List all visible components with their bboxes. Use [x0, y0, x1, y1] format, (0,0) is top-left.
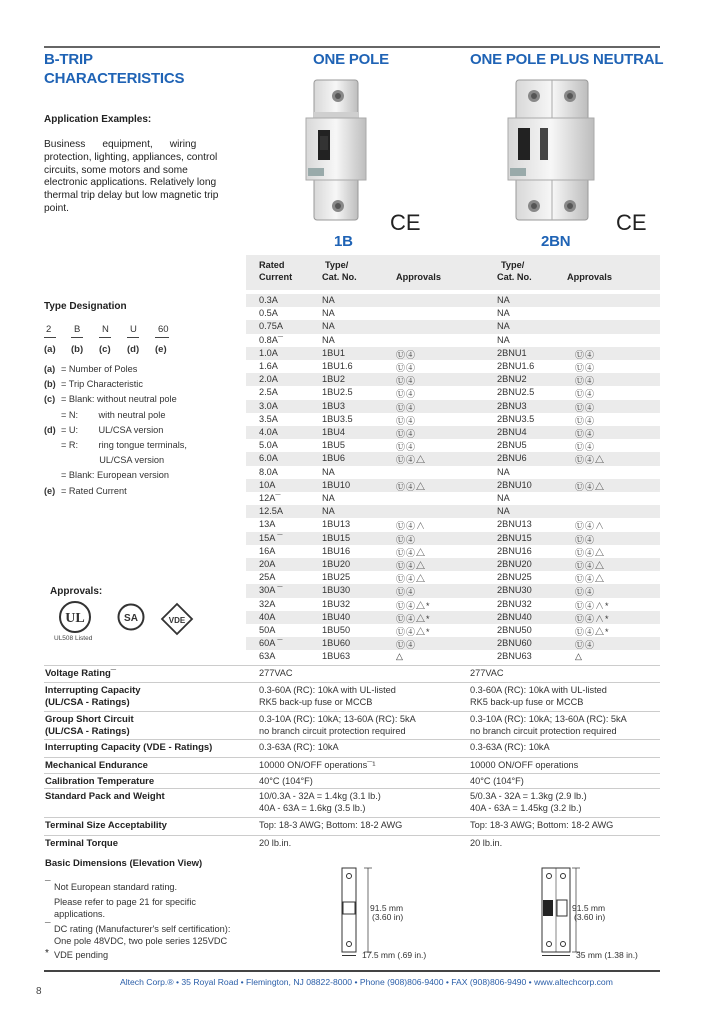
cat-no-2bn: 2BNU50: [497, 625, 532, 635]
legend-text: = U: UL/CSA version: [61, 424, 164, 435]
approvals-1b: Ⓤ④: [396, 534, 417, 545]
spec-value-2bn: 277VAC: [470, 668, 504, 678]
approvals-2bn: Ⓤ④: [575, 640, 596, 651]
rated-current: 1.0A: [259, 347, 278, 358]
table-row: [246, 598, 660, 611]
application-line: protection, lighting, appliances, control: [44, 151, 218, 163]
table-row: [246, 518, 660, 531]
rated-current: 8.0A: [259, 466, 278, 477]
footnote-marker-2: ¯: [45, 922, 51, 933]
cat-no-2bn: 2BNU30: [497, 585, 532, 596]
cat-no-2bn: 2BNU6: [497, 453, 527, 464]
top-rule: [44, 46, 660, 48]
ul-logo-icon: [58, 600, 92, 634]
spec-value-2bn: 0.3-10A (RC): 10kA; 13-60A (RC): 5kA: [470, 714, 627, 724]
one-pole-plus-neutral-heading: ONE POLE PLUS NEUTRAL: [470, 51, 664, 68]
cat-no-1b: NA: [322, 295, 335, 305]
csa-logo-text: SA: [124, 613, 138, 624]
cat-no-1b: NA: [322, 321, 335, 332]
ul-logo-text: UL: [65, 611, 85, 626]
approvals-2bn: Ⓤ④∧: [575, 521, 606, 532]
spec-value-2bn: 40°C (104°F): [470, 776, 524, 786]
spec-label: Terminal Torque: [45, 838, 119, 849]
footnote-line: Not European standard rating.: [54, 882, 178, 892]
approvals-2bn: Ⓤ④: [575, 402, 596, 413]
cat-no-2bn: 2BNU2.5: [497, 387, 535, 398]
approvals-2bn: Ⓤ④: [575, 442, 596, 453]
cat-no-1b: 1BU13: [322, 519, 351, 530]
approvals-1b: Ⓤ④△: [396, 481, 427, 492]
table-row: [246, 439, 660, 452]
approvals-1b: △: [396, 651, 404, 662]
rated-current: 63A: [259, 651, 276, 662]
spec-value-2bn: no branch circuit protection required: [470, 726, 617, 736]
cat-no-1b: 1BU32: [322, 598, 351, 609]
legend-text: UL/CSA version: [61, 455, 165, 466]
cat-no-2bn: 2BNU13: [497, 519, 532, 530]
rated-current: 15A ¯: [259, 532, 283, 543]
col2-approvals: Approvals: [567, 272, 612, 282]
spec-value-2bn: RK5 back-up fuse or MCCB: [470, 697, 584, 707]
spec-label: Interrupting Capacity (VDE - Ratings): [45, 742, 213, 753]
spec-value-1b: RK5 back-up fuse or MCCB: [259, 697, 373, 707]
approvals-1b: Ⓤ④: [396, 363, 417, 373]
approvals-1b: Ⓤ④△: [396, 455, 427, 466]
approvals-2bn: Ⓤ④∧*: [575, 600, 610, 611]
rated-current: 2.5A: [259, 387, 278, 398]
breaker-2bn-image: [500, 76, 600, 226]
ce-mark-1b: CE: [390, 210, 421, 235]
rated-current: 0.3A: [259, 295, 278, 305]
one-pole-heading: ONE POLE: [313, 51, 389, 68]
approvals-2bn: Ⓤ④△: [575, 481, 606, 492]
approvals-2bn: Ⓤ④△: [575, 547, 606, 558]
cat-no-2bn: NA: [497, 308, 510, 319]
rated-current: 0.5A: [259, 308, 278, 319]
cat-no-2bn: 2BNU1: [497, 347, 527, 358]
spec-label: Mechanical Endurance: [45, 760, 148, 771]
rated-current: 4.0A: [259, 427, 278, 437]
bottom-rule: [44, 970, 660, 972]
spec-value-1b: no branch circuit protection required: [259, 726, 406, 736]
table-row: [246, 400, 660, 413]
csa-logo-icon: [117, 603, 145, 631]
approvals-2bn: △: [575, 651, 583, 662]
approvals-2bn: Ⓤ④∧*: [575, 613, 610, 624]
spec-value-2bn: 5/0.3A - 32A = 1.3kg (2.9 lb.): [470, 791, 587, 801]
approvals-2bn: Ⓤ④△*: [575, 627, 610, 637]
approvals-1b: Ⓤ④∧: [396, 521, 427, 532]
col-rated-2: Current: [259, 272, 293, 282]
legend-text: = Trip Characteristic: [61, 379, 143, 390]
cat-no-2bn: 2BNU16: [497, 545, 532, 556]
spec-label: Group Short Circuit: [45, 714, 134, 725]
model-2bn-label: 2BN: [541, 233, 571, 250]
approvals-2bn: Ⓤ④: [575, 389, 596, 400]
cat-no-1b: 1BU16: [322, 545, 351, 556]
legend-text: = Blank: European version: [61, 470, 170, 481]
table-row: [246, 505, 660, 518]
cat-no-2bn: 2BNU25: [497, 572, 532, 583]
td-underline: [99, 337, 111, 338]
spec-divider: [44, 788, 660, 789]
ul-caption: UL508 Listed: [54, 635, 93, 642]
cat-no-1b: 1BU3.5: [322, 413, 353, 424]
table-row: [246, 637, 660, 650]
td-code-c: N: [102, 324, 109, 335]
table-row: [246, 558, 660, 571]
cat-no-2bn: 2BNU63: [497, 651, 532, 662]
application-line: circuits, some motors and some: [44, 164, 188, 176]
td-label-d: (d): [127, 344, 140, 355]
dim-height-2: 91.5 mm: [572, 903, 606, 913]
legend-key: (a): [44, 364, 56, 374]
approvals-1b: Ⓤ④: [396, 640, 417, 651]
applications-title: Application Examples:: [44, 114, 152, 125]
table-row: [246, 611, 660, 624]
spec-label: Interrupting Capacity: [45, 685, 141, 696]
spec-divider: [44, 835, 660, 836]
col2-type-1: Type/: [501, 260, 525, 270]
rated-current: 10A: [259, 479, 276, 490]
approvals-1b: Ⓤ④: [396, 376, 417, 387]
approvals-1b: Ⓤ④: [396, 429, 417, 439]
rated-current: 30A ¯: [259, 585, 283, 596]
legend-key: (e): [44, 485, 56, 496]
td-code-e: 60: [158, 324, 169, 335]
vde-logo-text: VDE: [168, 616, 186, 625]
spec-label: Standard Pack and Weight: [45, 791, 165, 802]
col2-type-2: Cat. No.: [497, 272, 532, 282]
cat-no-2bn: 2BNU2: [497, 374, 527, 385]
cat-no-1b: 1BU50: [322, 625, 351, 635]
table-row: [246, 584, 660, 597]
application-line: Business equipment, wiring: [44, 139, 197, 150]
table-row: [246, 571, 660, 584]
approvals-2bn: Ⓤ④: [575, 349, 596, 360]
legend-key: (c): [44, 394, 56, 405]
cat-no-1b: 1BU1: [322, 347, 345, 358]
spec-value-1b: Top: 18-3 AWG; Bottom: 18-2 AWG: [259, 820, 403, 830]
cat-no-2bn: 2BNU15: [497, 532, 532, 543]
approvals-2bn: Ⓤ④: [575, 429, 596, 439]
cat-no-2bn: 2BNU1.6: [497, 361, 535, 371]
spec-value-1b: 20 lb.in.: [259, 838, 292, 848]
cat-no-2bn: NA: [497, 493, 510, 503]
dim-height-1: 91.5 mm: [370, 903, 404, 913]
table-row: [246, 386, 660, 399]
vde-logo-icon: [160, 602, 194, 636]
spec-value-2bn: 0.3-63A (RC): 10kA: [470, 742, 550, 752]
cat-no-1b: 1BU10: [322, 479, 351, 490]
rated-current: 40A: [259, 611, 276, 622]
approvals-2bn: Ⓤ④△: [575, 455, 606, 466]
table-row: [246, 360, 660, 373]
table-row: [246, 624, 660, 637]
spec-value-1b: 0.3-63A (RC): 10kA: [259, 742, 339, 752]
cat-no-2bn: 2BNU4: [497, 427, 527, 437]
application-line: point.: [44, 202, 69, 214]
cat-no-1b: NA: [322, 308, 335, 319]
td-label-c: (c): [99, 344, 111, 355]
spec-divider: [44, 682, 660, 683]
cat-no-1b: 1BU2.5: [322, 387, 353, 398]
spec-value-2bn: 20 lb.in.: [470, 838, 503, 848]
table-row: [246, 452, 660, 465]
cat-no-2bn: 2BNU32: [497, 598, 532, 609]
cat-no-1b: 1BU15: [322, 532, 351, 543]
table-row: [246, 492, 660, 505]
cat-no-1b: 1BU6: [322, 453, 345, 464]
rated-current: 25A: [259, 572, 276, 583]
cat-no-1b: 1BU60: [322, 638, 351, 649]
dimensions-title: Basic Dimensions (Elevation View): [45, 858, 203, 869]
cat-no-1b: 1BU25: [322, 572, 351, 583]
td-underline: [155, 337, 169, 338]
approvals-1b: Ⓤ④△: [396, 547, 427, 558]
cat-no-2bn: NA: [497, 321, 510, 332]
cat-no-2bn: NA: [497, 295, 510, 305]
table-row: [246, 650, 660, 663]
cat-no-2bn: 2BNU10: [497, 479, 532, 490]
cat-no-1b: 1BU20: [322, 559, 351, 569]
legend-text: = Blank: without neutral pole: [61, 394, 177, 405]
spec-label: Voltage Rating¯: [45, 668, 117, 679]
rated-current: 20A: [259, 559, 276, 569]
cat-no-1b: 1BU2: [322, 374, 345, 385]
spec-value-2bn: 10000 ON/OFF operations: [470, 760, 579, 770]
approvals-2bn: Ⓤ④△: [575, 561, 606, 571]
spec-value-1b: 10000 ON/OFF operations¯¹: [259, 760, 376, 770]
approvals-1b: Ⓤ④△: [396, 574, 427, 585]
application-line: electronic applications. Relatively long: [44, 177, 217, 189]
cat-no-2bn: 2BNU3: [497, 400, 527, 411]
rated-current: 60A ¯: [259, 638, 283, 649]
spec-value-1b: 10/0.3A - 32A = 1.4kg (3.1 lb.): [259, 791, 381, 801]
applications-text: [44, 139, 234, 216]
table-row: [246, 334, 660, 347]
col-type-1: Type/: [325, 260, 349, 270]
footnote-line: DC rating (Manufacturer's self certification):: [54, 924, 231, 934]
cat-no-1b: NA: [322, 506, 335, 517]
approvals-2bn: Ⓤ④: [575, 587, 596, 598]
rated-current: 12A¯: [259, 493, 281, 503]
type-designation-title: Type Designation: [44, 301, 127, 312]
approvals-1b: Ⓤ④△*: [396, 627, 431, 637]
footnote-line: Please refer to page 21 for specific: [54, 897, 196, 907]
legend-text: = R: ring tongue terminals,: [61, 440, 187, 450]
rated-current: 0.75A: [259, 321, 284, 332]
title-line2: CHARACTERISTICS: [44, 70, 185, 87]
spec-label: Terminal Size Acceptability: [45, 820, 167, 831]
legend-text: = Number of Poles: [61, 364, 138, 374]
approvals-2bn: Ⓤ④: [575, 376, 596, 387]
application-line: thermal trip delay but low magnetic trip: [44, 190, 219, 202]
table-row: [246, 307, 660, 320]
footnote-line: VDE pending: [54, 950, 109, 960]
cat-no-1b: NA: [322, 466, 335, 477]
rated-current: 12.5A: [259, 506, 284, 517]
approvals-1b: Ⓤ④△: [396, 561, 427, 571]
cat-no-2bn: NA: [497, 506, 510, 517]
spec-value-1b: 277VAC: [259, 668, 293, 678]
footnote-line: One pole 48VDC, two pole series 125VDC: [54, 936, 228, 946]
td-underline: [71, 337, 83, 338]
cat-no-1b: 1BU3: [322, 400, 345, 411]
spec-label: (UL/CSA - Ratings): [45, 697, 130, 708]
spec-divider: [44, 739, 660, 740]
rated-current: 1.6A: [259, 361, 278, 371]
approvals-1b: Ⓤ④: [396, 349, 417, 360]
approvals-2bn: Ⓤ④: [575, 534, 596, 545]
rated-current: 5.0A: [259, 440, 278, 451]
cat-no-2bn: NA: [497, 466, 510, 477]
cat-no-2bn: 2BNU3.5: [497, 413, 535, 424]
table-row: [246, 413, 660, 426]
cat-no-2bn: 2BNU20: [497, 559, 532, 569]
approvals-1b: Ⓤ④△*: [396, 613, 431, 624]
td-code-b: B: [74, 324, 81, 335]
spec-value-2bn: 40A - 63A = 1.45kg (3.2 lb.): [470, 803, 582, 813]
td-underline: [127, 337, 139, 338]
footer-company: Altech Corp.® • 35 Royal Road • Flemington, NJ 08822-8000 • Phone (908)806-9400 • FAX (908)806-9490 • www.altechcorp.com: [120, 977, 613, 987]
breaker-1b-image: [294, 76, 378, 226]
cat-no-1b: 1BU1.6: [322, 361, 353, 371]
rated-current: 32A: [259, 598, 276, 609]
cat-no-1b: 1BU30: [322, 585, 351, 596]
rated-current: 13A: [259, 519, 276, 530]
rated-current: 50A: [259, 625, 276, 635]
rated-current: 3.5A: [259, 413, 278, 424]
legend-key: (b): [44, 379, 56, 390]
cat-no-2bn: 2BNU40: [497, 611, 532, 622]
legend-text: = Rated Current: [61, 485, 127, 496]
spec-value-1b: 0.3-10A (RC): 10kA; 13-60A (RC): 5kA: [259, 714, 416, 724]
table-row: [246, 532, 660, 545]
spec-divider: [44, 711, 660, 712]
spec-label: (UL/CSA - Ratings): [45, 726, 130, 737]
approvals-2bn: Ⓤ④: [575, 363, 596, 373]
col-approvals: Approvals: [396, 272, 441, 282]
col-type-2: Cat. No.: [322, 272, 357, 282]
table-row: [246, 294, 660, 307]
approvals-title: Approvals:: [50, 586, 103, 597]
legend-text: = N: with neutral pole: [61, 409, 166, 420]
approvals-1b: Ⓤ④: [396, 415, 417, 426]
cat-no-1b: NA: [322, 493, 335, 503]
approvals-1b: Ⓤ④: [396, 402, 417, 413]
page-number: 8: [36, 986, 42, 997]
rated-current: 3.0A: [259, 400, 278, 411]
spec-divider: [44, 817, 660, 818]
approvals-2bn: Ⓤ④△: [575, 574, 606, 585]
spec-value-1b: 40A - 63A = 1.6kg (3.5 lb.): [259, 803, 366, 813]
spec-value-2bn: 0.3-60A (RC): 10kA with UL-listed: [470, 685, 607, 695]
spec-label: Calibration Temperature: [45, 776, 155, 787]
footnote-marker-3: *: [45, 948, 49, 959]
td-label-b: (b): [71, 344, 84, 355]
approvals-1b: Ⓤ④: [396, 442, 417, 453]
td-code-d: U: [130, 324, 137, 335]
title-line1: B-TRIP: [44, 51, 93, 68]
spec-divider: [44, 773, 660, 774]
dim-width-line-1: [342, 955, 356, 956]
dim-height-2-in: (3.60 in): [574, 912, 606, 922]
cat-no-1b: 1BU63: [322, 651, 351, 662]
rated-current: 2.0A: [259, 374, 278, 385]
td-label-e: (e): [155, 344, 167, 355]
approvals-1b: Ⓤ④: [396, 389, 417, 400]
spec-value-1b: 0.3-60A (RC): 10kA with UL-listed: [259, 685, 396, 695]
model-1b-label: 1B: [334, 233, 353, 250]
dim-width-line-2: [542, 955, 570, 956]
cat-no-1b: NA: [322, 334, 335, 345]
cat-no-1b: 1BU5: [322, 440, 345, 451]
dim-height-1-in: (3.60 in): [372, 912, 404, 922]
cat-no-2bn: 2BNU60: [497, 638, 532, 649]
td-label-a: (a): [44, 344, 56, 355]
table-row: [246, 426, 660, 439]
td-code-a: 2: [46, 324, 52, 335]
rated-current: 6.0A: [259, 453, 278, 464]
table-row: [246, 320, 660, 333]
spec-value-2bn: Top: 18-3 AWG; Bottom: 18-2 AWG: [470, 820, 614, 830]
cat-no-1b: 1BU40: [322, 611, 351, 622]
cat-no-2bn: 2BNU5: [497, 440, 527, 451]
spec-divider: [44, 757, 660, 758]
dim-width-2: 35 mm (1.38 in.): [576, 950, 638, 960]
rated-current: 0.8A¯: [259, 334, 283, 345]
table-row: [246, 545, 660, 558]
approvals-1b: Ⓤ④: [396, 587, 417, 598]
ce-mark-2bn: CE: [616, 210, 647, 235]
col-rated-1: Rated: [259, 260, 285, 270]
legend-key: (d): [44, 424, 56, 435]
table-row: [246, 479, 660, 492]
spec-divider: [44, 665, 660, 666]
approvals-2bn: Ⓤ④: [575, 415, 596, 426]
footnote-line: applications.: [54, 909, 106, 919]
rated-current: 16A: [259, 545, 276, 556]
table-row: [246, 373, 660, 386]
cat-no-2bn: NA: [497, 334, 510, 345]
cat-no-1b: 1BU4: [322, 427, 345, 437]
table-row: [246, 466, 660, 479]
approvals-1b: Ⓤ④△*: [396, 600, 431, 611]
footnote-marker-1: ¯: [45, 880, 51, 891]
table-row: [246, 347, 660, 360]
spec-value-1b: 40°C (104°F): [259, 776, 313, 786]
td-underline: [44, 337, 56, 338]
dim-width-1: 17.5 mm (.69 in.): [362, 950, 427, 960]
